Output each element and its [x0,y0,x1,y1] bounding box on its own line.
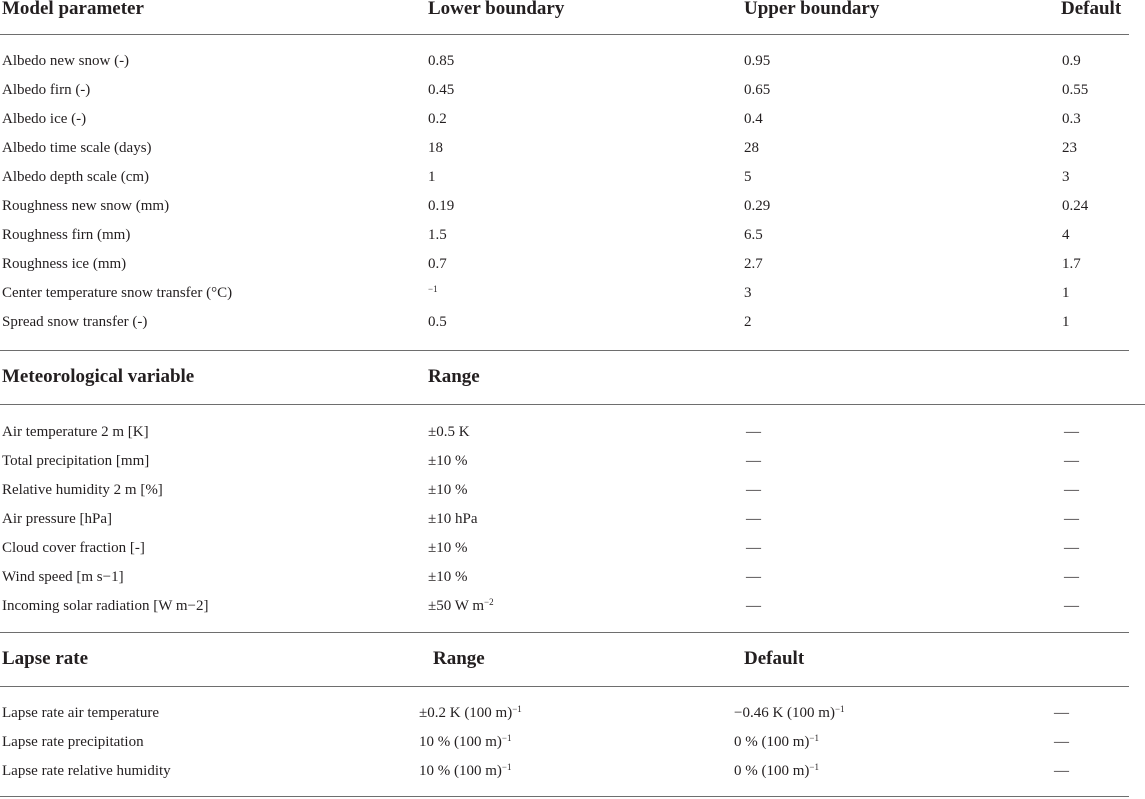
model-parameter-header-2: Lower boundary [428,0,565,19]
meteorological-variable-cell: ±0.5 K [428,424,470,440]
model-parameter-cell: 3 [1062,169,1070,185]
meteorological-variable-cell: — [746,540,761,556]
meteorological-variable-cell: ±10 % [428,569,468,585]
model-parameter-header-1: Model parameter [2,0,144,19]
meteorological-variable-row-label: Relative humidity 2 m [%] [2,482,163,498]
meteorological-variable-cell: — [1064,569,1079,585]
meteorological-variable-row-label: Air temperature 2 m [K] [2,424,149,440]
lapse-rate-row-label: Lapse rate relative humidity [2,763,171,779]
lapse-rate-header-2: Range [433,648,485,669]
model-parameter-cell: −1 [428,284,438,294]
model-parameter-row-label: Roughness new snow (mm) [2,198,170,214]
meteorological-variable-cell: ±50 W $m^{-2}$ [428,597,494,614]
meteorological-variable-cell: — [1064,511,1079,527]
meteorological-variable-cell: ±10 % [428,540,468,556]
model-parameter-cell: 0.19 [428,198,455,214]
lapse-rate-cell: ±0.2 K (100 m)$^{-1}$ [419,704,522,721]
model-parameter-row-label: Albedo new snow (-) [2,53,130,69]
lapse-rate-cell: 10 % (100 m)$^{-1}$ [419,733,512,750]
model-parameter-cell: 0.24 [1062,198,1089,214]
meteorological-variable-header-1: Meteorological variable [2,366,195,387]
lapse-rate-cell: — [1054,734,1069,750]
model-parameter-row-label: Roughness firn (mm) [2,227,131,243]
meteorological-variable-row-label: Total precipitation [mm] [2,453,150,469]
model-parameter-cell: 1 [1062,314,1070,330]
lapse-rate-cell: 0 % (100 m)$^{-1}$ [734,762,819,779]
meteorological-variable-cell: — [746,511,761,527]
model-parameter-cell: 28 [744,140,759,156]
lapse-rate-row-label: Lapse rate air temperature [2,705,159,721]
model-parameter-row-label: Albedo firn (-) [2,82,91,98]
lapse-rate-cell: — [1054,763,1069,779]
model-parameter-row-label: Spread snow transfer (-) [2,314,148,330]
model-parameter-cell: 23 [1062,140,1077,156]
model-parameter-cell: 1 [428,169,436,185]
model-parameter-cell: 1 [1062,285,1070,301]
meteorological-variable-cell: — [1064,540,1079,556]
lapse-rate-cell: 0 % (100 m)$^{-1}$ [734,733,819,750]
model-parameter-cell: 3 [744,285,752,301]
lapse-rate-header-1: Lapse rate [2,648,89,669]
meteorological-variable-cell: ±10 % [428,482,468,498]
model-parameter-cell: 0.45 [428,82,455,98]
meteorological-variable-cell: — [746,482,761,498]
model-parameter-cell: 0.5 [428,314,447,330]
meteorological-variable-row-label: Cloud cover fraction [-] [2,540,145,556]
model-parameter-header-3: Upper boundary [744,0,880,19]
model-parameter-cell: 0.4 [744,111,763,127]
model-parameter-row-label: Albedo ice (-) [2,111,87,127]
meteorological-variable-cell: — [1064,424,1079,440]
model-parameter-cell: 4 [1062,227,1070,243]
model-parameter-cell: 6.5 [744,227,763,243]
model-parameter-cell: 2.7 [744,256,763,272]
lapse-rate-header-3: Default [744,648,805,669]
lapse-rate-cell: — [1054,705,1069,721]
model-parameter-cell: 0.55 [1062,82,1089,98]
header-rule [0,404,1145,405]
model-parameter-cell: 0.29 [744,198,771,214]
meteorological-variable-cell: — [746,453,761,469]
lapse-rate-row-label: Lapse rate precipitation [2,734,144,750]
header-rule [0,686,1129,687]
model-parameter-row-label: Roughness ice (mm) [2,256,127,272]
meteorological-variable-row-label: Wind speed [m s−1] [2,569,124,585]
meteorological-variable-cell: — [1064,453,1079,469]
model-parameter-row-label: Center temperature snow transfer (°C) [2,285,233,301]
model-parameter-row-label: Albedo time scale (days) [2,140,152,156]
section-rule [0,350,1129,351]
header-rule [0,34,1129,35]
meteorological-variable-row-label: Air pressure [hPa] [2,511,112,527]
model-parameter-cell: 0.85 [428,53,455,69]
meteorological-variable-header-2: Range [428,366,480,387]
meteorological-variable-cell: — [1064,482,1079,498]
bottom-rule [0,796,1129,797]
model-parameter-cell: 1.7 [1062,256,1081,272]
meteorological-variable-row-label: Incoming solar radiation [W m−2] [2,598,209,614]
model-parameter-cell: 2 [744,314,752,330]
model-parameter-row-label: Albedo depth scale (cm) [2,169,150,185]
meteorological-variable-cell: — [1064,598,1079,614]
meteorological-variable-cell: ±10 hPa [428,511,478,527]
model-parameter-cell: 18 [428,140,443,156]
section-rule [0,632,1129,633]
model-parameter-cell: 0.3 [1062,111,1081,127]
model-parameter-header-4: Default [1061,0,1122,19]
lapse-rate-cell: −0.46 K (100 m)$^{-1}$ [734,704,845,721]
model-parameter-cell: 0.7 [428,256,447,272]
model-parameter-cell: 0.9 [1062,53,1081,69]
model-parameter-cell: 0.95 [744,53,771,69]
model-parameter-cell: 1.5 [428,227,447,243]
meteorological-variable-cell: — [746,569,761,585]
meteorological-variable-cell: — [746,598,761,614]
lapse-rate-cell: 10 % (100 m)$^{-1}$ [419,762,512,779]
model-parameter-cell: 0.65 [744,82,771,98]
meteorological-variable-cell: ±10 % [428,453,468,469]
meteorological-variable-cell: — [746,424,761,440]
model-parameter-cell: 0.2 [428,111,447,127]
model-parameter-cell: 5 [744,169,752,185]
